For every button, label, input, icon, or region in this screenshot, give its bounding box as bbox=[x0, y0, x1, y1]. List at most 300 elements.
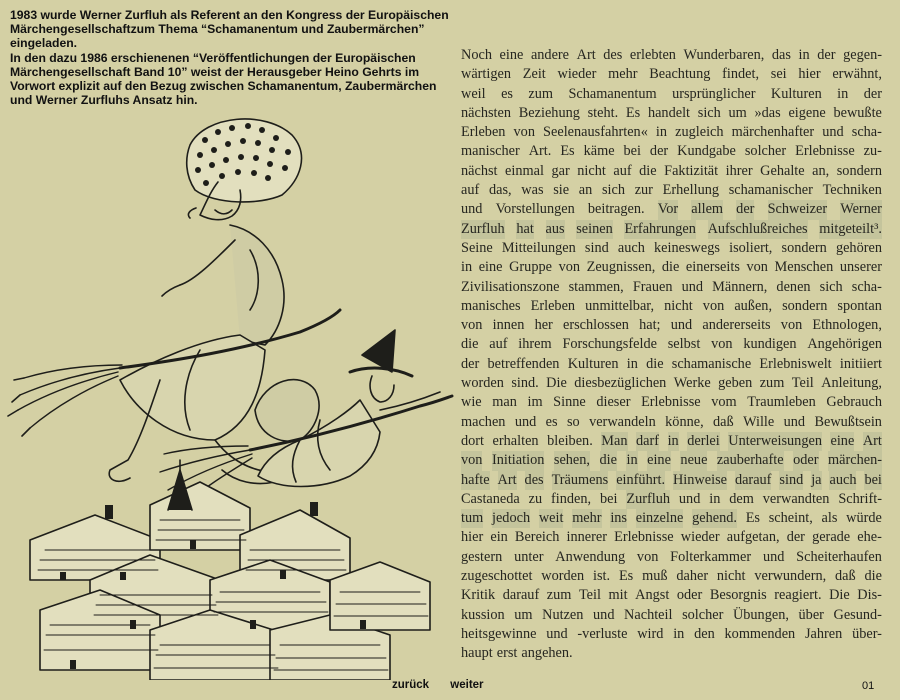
word: sind. bbox=[511, 375, 539, 392]
word: aus bbox=[546, 220, 565, 239]
word: findet, bbox=[722, 66, 760, 83]
word: nicht bbox=[664, 297, 693, 314]
word: neue bbox=[680, 451, 707, 470]
word: daß bbox=[835, 568, 856, 585]
word: von bbox=[461, 317, 483, 334]
word: ehe- bbox=[857, 529, 882, 546]
word: von bbox=[702, 297, 725, 314]
word: mehr bbox=[572, 509, 601, 528]
word: Bewußtsein bbox=[814, 413, 882, 430]
word: scheint, bbox=[768, 510, 813, 527]
word: Erlebnisse bbox=[795, 143, 855, 160]
word: erhalten bbox=[492, 432, 539, 449]
word: auf bbox=[489, 336, 508, 353]
word: und bbox=[762, 548, 785, 565]
word: die bbox=[639, 162, 657, 179]
page-number: 01 bbox=[862, 680, 875, 692]
word: sich bbox=[819, 278, 843, 295]
word: Erleben bbox=[530, 297, 576, 314]
word: betreffenden bbox=[487, 355, 560, 372]
word: von bbox=[558, 259, 581, 276]
word: unserer bbox=[839, 259, 882, 276]
word: eine bbox=[499, 47, 524, 63]
word: dieser bbox=[596, 394, 631, 411]
word: her bbox=[534, 317, 553, 334]
word: Seine bbox=[461, 239, 493, 256]
intro-text bbox=[10, 8, 458, 107]
page-navigation bbox=[392, 679, 484, 691]
word: es bbox=[545, 413, 558, 430]
word: -verluste bbox=[577, 625, 628, 642]
article-line bbox=[461, 644, 882, 663]
word: Werner bbox=[840, 200, 882, 219]
word: es bbox=[501, 85, 513, 102]
word: an bbox=[578, 182, 593, 199]
word: sondern bbox=[836, 162, 882, 179]
word: kussion bbox=[461, 606, 505, 623]
word: in bbox=[837, 85, 849, 102]
article-line bbox=[461, 85, 882, 104]
word: in bbox=[668, 432, 679, 451]
word: Gruppe bbox=[509, 259, 552, 276]
back-link[interactable]: zurück bbox=[392, 679, 430, 691]
word: in bbox=[798, 47, 810, 63]
word: zu bbox=[528, 490, 543, 507]
article-line bbox=[461, 606, 882, 625]
word: stammen, bbox=[568, 278, 624, 295]
word: Kulturen bbox=[567, 355, 619, 372]
word: gehören bbox=[835, 239, 882, 256]
word: Kulturen bbox=[770, 85, 822, 102]
word: solcher bbox=[744, 143, 787, 160]
word: Erlebnisse bbox=[641, 394, 701, 411]
word: Zivilisationszone bbox=[461, 278, 560, 295]
word: kundigen bbox=[743, 336, 797, 353]
word: würde bbox=[846, 510, 882, 527]
word: Wunderbaren, bbox=[683, 47, 765, 63]
word: Traumleben bbox=[747, 394, 816, 411]
word: außen, bbox=[734, 297, 773, 314]
word: einmal bbox=[505, 162, 544, 179]
word: als bbox=[821, 510, 838, 527]
word: Beziehung bbox=[518, 104, 580, 121]
word: Erleben bbox=[461, 124, 506, 141]
word: weil bbox=[461, 85, 486, 102]
word: Teil bbox=[791, 375, 814, 392]
word: vom bbox=[711, 394, 737, 411]
word: bleiben. bbox=[547, 432, 593, 449]
word: des bbox=[525, 471, 544, 490]
word: Techniken bbox=[822, 182, 882, 199]
word: Bereich bbox=[514, 529, 560, 546]
word: Es bbox=[625, 104, 641, 121]
word: finden, bbox=[551, 490, 592, 507]
word: Zeit bbox=[522, 66, 546, 83]
article-line bbox=[461, 432, 882, 451]
article-line bbox=[461, 335, 882, 354]
word: sind bbox=[779, 471, 803, 490]
word: nächsten bbox=[461, 104, 512, 121]
article-line bbox=[461, 393, 882, 412]
word: die bbox=[864, 568, 882, 585]
word: bewußte bbox=[833, 104, 882, 121]
word: Noch bbox=[461, 47, 492, 63]
word: um bbox=[514, 606, 533, 623]
word: manisches bbox=[461, 297, 521, 314]
article-line bbox=[461, 181, 882, 200]
article-line bbox=[461, 413, 882, 432]
word: hat; bbox=[639, 317, 661, 334]
word: darf bbox=[636, 432, 659, 451]
word: in bbox=[655, 124, 668, 141]
word: tum bbox=[461, 509, 483, 528]
article-line bbox=[461, 278, 882, 297]
word: wieder bbox=[557, 66, 597, 83]
word: die bbox=[646, 355, 664, 372]
word: Menschen bbox=[774, 259, 834, 276]
word: eine bbox=[647, 451, 671, 470]
word: gerade bbox=[812, 529, 851, 546]
word: denen bbox=[776, 278, 811, 295]
word: scha- bbox=[851, 278, 882, 295]
word: kommenden bbox=[724, 625, 796, 642]
word: Frauen bbox=[632, 278, 673, 295]
article-line bbox=[461, 528, 882, 547]
article-line bbox=[461, 451, 882, 470]
word: Forschungsfelde bbox=[562, 336, 657, 353]
article-line bbox=[461, 471, 882, 490]
word: käme bbox=[583, 143, 615, 160]
word: diesbezüglichen bbox=[574, 375, 667, 392]
word: ja bbox=[811, 471, 821, 490]
word: Angehörigen bbox=[807, 336, 882, 353]
word: Sinne bbox=[553, 394, 586, 411]
word: bei bbox=[623, 143, 641, 160]
word: Es bbox=[618, 568, 634, 585]
word: ist. bbox=[593, 568, 611, 585]
word: der bbox=[786, 529, 805, 546]
word: von bbox=[746, 259, 768, 276]
word: Werke bbox=[673, 375, 711, 392]
word: schamanische bbox=[671, 355, 752, 372]
word: mehr bbox=[608, 66, 638, 83]
word: in bbox=[626, 451, 637, 470]
word: und bbox=[546, 625, 568, 642]
article-line bbox=[461, 374, 882, 393]
word: machen bbox=[461, 413, 506, 430]
word: allem bbox=[691, 200, 723, 219]
word: von bbox=[636, 548, 659, 565]
word: zum bbox=[546, 587, 572, 604]
intro-paragraph-1: 1983 wurde Werner Zurfluh als Referent an den Kongress der Europäischen Märchengesellschaftzum Thema “Schamanentum und Zaubermärchen” eingeladen. bbox=[10, 8, 449, 51]
word: Dis- bbox=[857, 587, 882, 604]
word: handelt bbox=[647, 104, 691, 121]
word: Männern, bbox=[712, 278, 768, 295]
word: Teil bbox=[578, 587, 601, 604]
word: isoliert, bbox=[729, 239, 773, 256]
word: unmittelbar, bbox=[585, 297, 655, 314]
word: in bbox=[673, 625, 685, 642]
word: erschlossen bbox=[563, 317, 629, 334]
word: mit bbox=[608, 587, 628, 604]
word: daher bbox=[676, 568, 709, 585]
word: scha- bbox=[851, 124, 882, 141]
word: bei bbox=[864, 471, 881, 490]
word: haupt bbox=[461, 645, 493, 662]
word: das, bbox=[488, 182, 512, 199]
word: Initiation bbox=[492, 451, 544, 470]
word: aufgetan, bbox=[726, 529, 780, 546]
word: dem bbox=[729, 490, 754, 507]
word: Ethnologen, bbox=[812, 317, 882, 334]
word: zum bbox=[528, 85, 554, 102]
word: von bbox=[461, 451, 482, 470]
word: Hinweise bbox=[673, 471, 727, 490]
word: ins bbox=[610, 509, 627, 528]
word: ihrer bbox=[725, 162, 753, 179]
word: und bbox=[461, 201, 483, 218]
word: worden bbox=[541, 568, 585, 585]
witches-illustration bbox=[0, 110, 458, 680]
word: Schweizer bbox=[768, 200, 828, 219]
word: andererseits bbox=[702, 317, 771, 334]
word: Vor bbox=[658, 200, 678, 219]
word: worden bbox=[461, 375, 504, 392]
word: gar bbox=[551, 162, 570, 179]
word: wie bbox=[461, 394, 482, 411]
word: nicht bbox=[716, 568, 746, 585]
word: manischer bbox=[461, 143, 520, 160]
article-line bbox=[461, 220, 882, 239]
word: Nachteil bbox=[624, 606, 673, 623]
word: Vorstellungen bbox=[495, 201, 575, 218]
article-line bbox=[461, 509, 882, 528]
word: angehen. bbox=[521, 645, 573, 662]
word: und bbox=[681, 278, 704, 295]
word: an, bbox=[812, 162, 830, 179]
word: Art. bbox=[528, 143, 552, 160]
word: erwähnt, bbox=[832, 66, 882, 83]
word: steht. bbox=[587, 104, 619, 121]
word: was bbox=[521, 182, 544, 199]
word: derlei bbox=[687, 432, 720, 451]
article-line bbox=[461, 123, 882, 142]
word: Folterkammer bbox=[670, 548, 752, 565]
word: oder bbox=[793, 451, 818, 470]
word: Die bbox=[829, 587, 850, 604]
word: weit bbox=[539, 509, 564, 528]
word: sich bbox=[601, 182, 625, 199]
word: »das bbox=[754, 104, 781, 121]
word: Besorgnis bbox=[709, 587, 767, 604]
word: zur bbox=[634, 182, 653, 199]
article-line bbox=[461, 625, 882, 644]
word: hat bbox=[516, 220, 533, 239]
word: der bbox=[461, 355, 480, 372]
word: muß bbox=[642, 568, 668, 585]
word: so bbox=[566, 413, 580, 430]
word: ein bbox=[490, 529, 508, 546]
word: eine bbox=[830, 432, 854, 451]
word: Man bbox=[601, 432, 627, 451]
word: zum bbox=[759, 375, 785, 392]
word: über bbox=[798, 606, 824, 623]
word: darauf bbox=[502, 587, 540, 604]
word: hier bbox=[798, 66, 821, 83]
word: die bbox=[600, 451, 617, 470]
word: Es bbox=[560, 143, 575, 160]
word: einführt. bbox=[616, 471, 665, 490]
word: zauberhafte bbox=[717, 451, 784, 470]
word: gegen- bbox=[843, 47, 882, 63]
word: sei bbox=[770, 66, 787, 83]
word: Anleitung, bbox=[821, 375, 882, 392]
article-line bbox=[461, 46, 882, 65]
word: daß bbox=[713, 413, 734, 430]
word: zu- bbox=[863, 143, 882, 160]
word: Es bbox=[745, 510, 760, 527]
word: sondern bbox=[782, 297, 828, 314]
word: Schrift- bbox=[838, 490, 882, 507]
word: Träumens bbox=[552, 471, 609, 490]
word: Faktizität bbox=[664, 162, 719, 179]
word: märchen- bbox=[828, 451, 882, 470]
word: Übungen, bbox=[732, 606, 789, 623]
article-line bbox=[461, 65, 882, 84]
article-line bbox=[461, 142, 882, 161]
word: der bbox=[736, 200, 754, 219]
word: nicht bbox=[577, 162, 606, 179]
article-line bbox=[461, 104, 882, 123]
word: Jahren bbox=[804, 625, 843, 642]
word: mitgeteilt³. bbox=[819, 220, 882, 239]
word: verwandten bbox=[762, 490, 830, 507]
word: Erhellung bbox=[662, 182, 720, 199]
word: Beachtung bbox=[649, 66, 711, 83]
word: Zurfluh bbox=[626, 490, 670, 509]
word: des bbox=[603, 47, 623, 63]
word: Zeugnissen, bbox=[586, 259, 656, 276]
word: sich bbox=[697, 104, 721, 121]
word: Art bbox=[576, 47, 596, 63]
word: Aufschlußreiches bbox=[708, 220, 808, 239]
word: dort bbox=[461, 432, 485, 449]
word: die bbox=[461, 336, 479, 353]
word: Art bbox=[498, 471, 517, 490]
word: um bbox=[728, 104, 747, 121]
article-line bbox=[461, 200, 882, 219]
word: nächst bbox=[461, 162, 498, 179]
word: seinen bbox=[576, 220, 613, 239]
article-line bbox=[461, 548, 882, 567]
word: andere bbox=[530, 47, 570, 63]
word: heitsgewinne bbox=[461, 625, 537, 642]
intro-paragraph-2: In den dazu 1986 erschienenen “Veröffentlichungen der Europäischen Märchengesellschaft Band 10” weist der Herausgeber Heino Gehrts im Vorwort explizit auf den Bezug zwischen Schamanentum, Zaubermärchen und Werner Zurfluhs Ansatz hin. bbox=[10, 50, 437, 108]
word: von bbox=[513, 124, 535, 141]
word: Erfahrungen bbox=[624, 220, 695, 239]
word: und bbox=[514, 413, 537, 430]
article-line bbox=[461, 490, 882, 509]
word: man bbox=[492, 394, 517, 411]
word: wird bbox=[637, 625, 664, 642]
word: Gesund- bbox=[833, 606, 882, 623]
word: schamanischer bbox=[728, 182, 813, 199]
word: Scheiterhaufen bbox=[796, 548, 882, 565]
next-link[interactable]: weiter bbox=[450, 679, 484, 691]
word: beitragen. bbox=[587, 201, 645, 218]
word: auch bbox=[617, 239, 645, 256]
word: jedoch bbox=[492, 509, 530, 528]
word: initiiert bbox=[839, 355, 882, 372]
article-line bbox=[461, 316, 882, 335]
word: der bbox=[817, 47, 836, 63]
word: die bbox=[661, 259, 680, 276]
word: Zurfluh bbox=[461, 220, 505, 239]
word: geben bbox=[718, 375, 753, 392]
word: oder bbox=[676, 587, 703, 604]
word: selbst bbox=[667, 336, 701, 353]
word: solcher bbox=[682, 606, 724, 623]
word: und bbox=[593, 606, 615, 623]
word: das bbox=[771, 47, 791, 63]
article-line bbox=[461, 586, 882, 605]
word: eine bbox=[478, 259, 503, 276]
word: Gehalte bbox=[760, 162, 805, 179]
word: Wille bbox=[743, 413, 775, 430]
article-line bbox=[461, 162, 882, 181]
word: Anwendung bbox=[555, 548, 626, 565]
word: darauf bbox=[735, 471, 772, 490]
article-text bbox=[461, 46, 882, 664]
word: im bbox=[527, 394, 543, 411]
word: und bbox=[670, 317, 693, 334]
word: sondern bbox=[781, 239, 827, 256]
word: Kritik bbox=[461, 587, 496, 604]
word: eigene bbox=[788, 104, 826, 121]
word: auf bbox=[613, 162, 632, 179]
word: einzelne bbox=[636, 509, 684, 528]
word: sehen, bbox=[554, 451, 590, 470]
word: innerer bbox=[566, 529, 607, 546]
word: Erlebnisse bbox=[614, 529, 674, 546]
word: Unterweisungen bbox=[728, 432, 822, 451]
word: gestern bbox=[461, 548, 503, 565]
word: reagiert. bbox=[774, 587, 822, 604]
word: Mitteilungen bbox=[501, 239, 576, 256]
word: innen bbox=[492, 317, 525, 334]
word: verwundern, bbox=[754, 568, 827, 585]
word: ihrem bbox=[518, 336, 552, 353]
word: ursprünglicher bbox=[672, 85, 756, 102]
word: den bbox=[694, 625, 715, 642]
word: spontan bbox=[837, 297, 882, 314]
word: verwandeln bbox=[589, 413, 656, 430]
word: märchenhafter bbox=[731, 124, 815, 141]
article-line bbox=[461, 355, 882, 374]
word: Castaneda bbox=[461, 490, 520, 507]
word: von bbox=[711, 336, 733, 353]
article-line bbox=[461, 258, 882, 277]
word: zugeschottet bbox=[461, 568, 533, 585]
word: keineswegs bbox=[654, 239, 720, 256]
article-line bbox=[461, 297, 882, 316]
word: Nutzen bbox=[542, 606, 584, 623]
word: in bbox=[626, 355, 638, 372]
word: bei bbox=[600, 490, 618, 507]
word: über- bbox=[852, 625, 882, 642]
word: Kundgabe bbox=[677, 143, 736, 160]
word: und bbox=[678, 490, 701, 507]
